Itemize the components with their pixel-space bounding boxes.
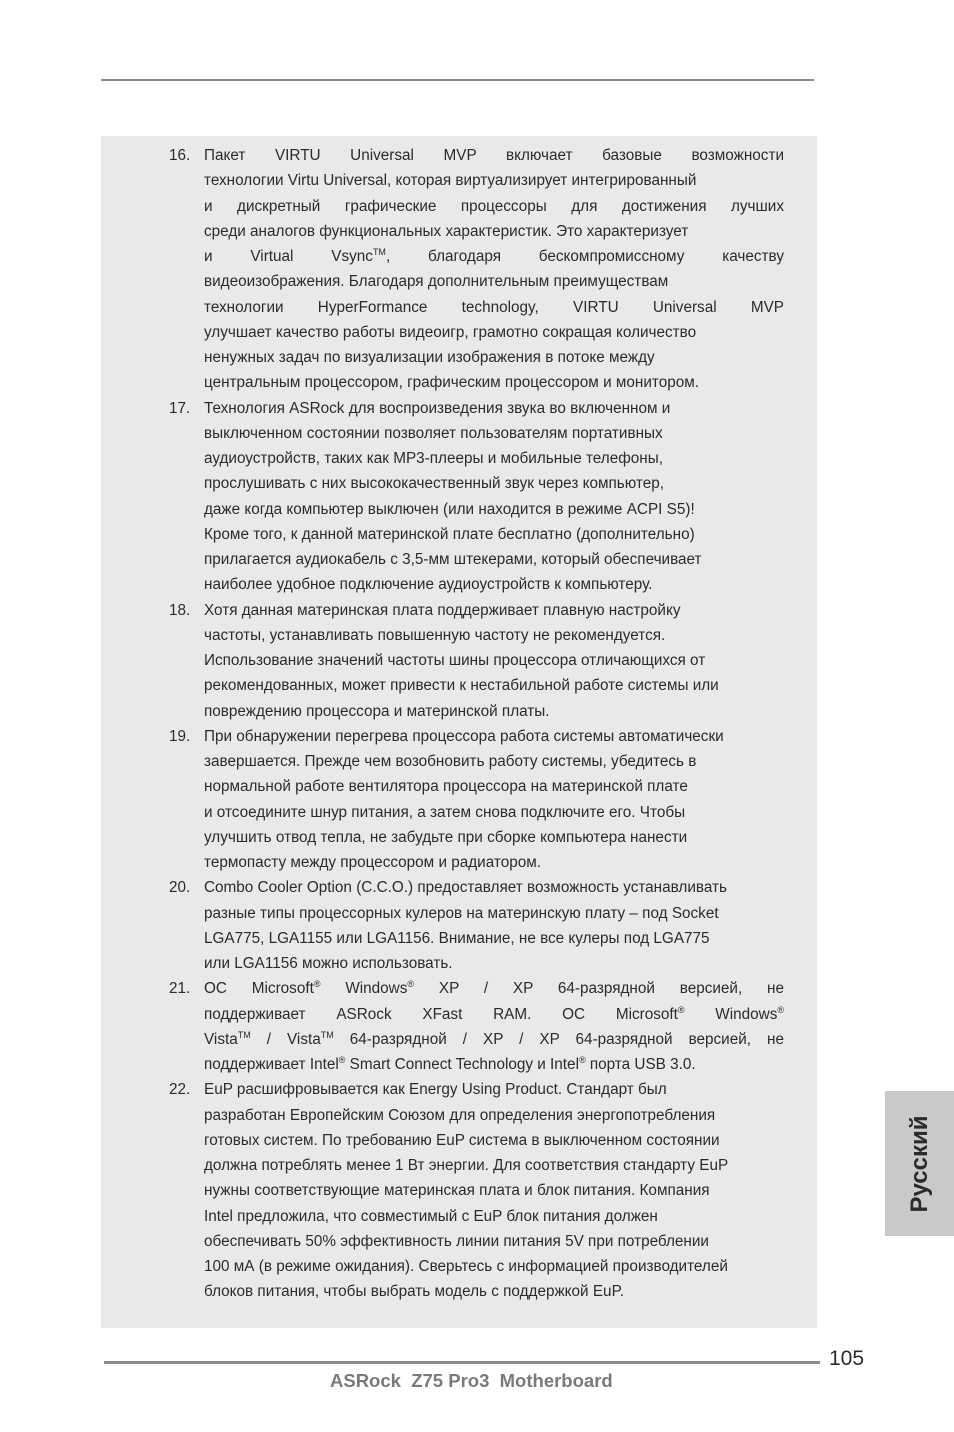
note-line: блоков питания, чтобы выбрать модель с поддержкой EuP. <box>204 1283 625 1301</box>
page-number: 105 <box>829 1347 865 1370</box>
note-line: среди аналогов функциональных характеристик. Это характеризует <box>204 222 689 240</box>
note-line: EuP расшифровывается как Energy Using Product. Стандарт был <box>204 1081 667 1099</box>
note-text <box>204 1077 784 1304</box>
note-line: поддерживает Intel® Smart Connect Technology и Intel® порта USB 3.0. <box>204 1055 696 1073</box>
note-line: Использование значений частоты шины процессора отличающихся от <box>204 652 706 669</box>
note-item <box>101 598 817 724</box>
note-item <box>101 724 817 876</box>
note-line: улучшает качество работы видеоигр, грамотно сокращая количество <box>204 323 697 341</box>
note-line: наиболее удобное подключение аудиоустройств к компьютеру. <box>204 576 653 594</box>
note-line: рекомендованных, может привести к нестабильной работе системы или <box>204 677 719 695</box>
note-item <box>101 875 817 976</box>
note-line: прослушивать с них высококачественный звук через компьютер, <box>204 475 664 493</box>
note-line: и Virtual Vsync™, благодаря бескомпромиссному качеству <box>204 247 784 265</box>
note-line: технологии Virtu Universal, которая виртуализирует интегрированный <box>204 172 697 190</box>
note-number: 22. <box>169 1081 191 1099</box>
note-line: Combo Cooler Option (C.C.O.) предоставляет возможность устанавливать <box>204 879 727 897</box>
note-line: должна потреблять менее 1 Вт энергии. Для соответствия стандарту EuP <box>204 1157 729 1174</box>
note-item <box>101 1077 817 1304</box>
note-line: и отсоедините шнур питания, а затем снова подключите его. Чтобы <box>204 803 686 821</box>
note-line: прилагается аудиокабель с 3,5-мм штекерами, который обеспечивает <box>204 551 702 568</box>
notes-panel <box>101 136 817 1328</box>
note-number: 20. <box>169 879 191 897</box>
note-text <box>204 875 784 976</box>
note-line: и дискретный графические процессоры для достижения лучших <box>204 197 784 215</box>
language-tab-label: Русский <box>905 1115 933 1212</box>
note-line: обеспечивать 50% эффективность линии питания 5V при потреблении <box>204 1232 709 1250</box>
note-line: Технология ASRock для воспроизведения звука во включенном и <box>204 399 671 417</box>
note-line: поддерживает ASRock XFast RAM. ОС Microsoft® Windows® <box>204 1004 784 1023</box>
note-line: LGA775, LGA1155 или LGA1156. Внимание, не все кулеры под LGA775 <box>204 929 710 947</box>
bottom-divider <box>104 1361 820 1364</box>
note-line: готовых систем. По требованию EuP система в выключенном состоянии <box>204 1131 720 1149</box>
notes-list <box>101 143 817 1305</box>
note-text <box>204 598 784 724</box>
note-line: При обнаружении перегрева процессора работа системы автоматически <box>204 727 724 745</box>
note-line: Пакет VIRTU Universal MVP включает базовые возможности <box>204 147 784 164</box>
note-line: нормальной работе вентилятора процессора на материнской плате <box>204 778 688 796</box>
note-number: 18. <box>169 601 191 619</box>
footer-title: ASRock Z75 Pro3 Motherboard <box>330 1370 613 1391</box>
note-line: разные типы процессорных кулеров на материнскую плату – под Socket <box>204 904 719 922</box>
note-line: Кроме того, к данной материнской плате бесплатно (дополнительно) <box>204 525 695 543</box>
note-line: Vista™ / Vista™ 64-разрядной / XP / XP 64-разрядной версией, не <box>204 1029 784 1048</box>
note-line: центральным процессором, графическим процессором и монитором. <box>204 374 700 392</box>
note-number: 19. <box>169 727 191 745</box>
note-line: Intel предложила, что совместимый с EuP блок питания должен <box>204 1207 658 1225</box>
note-line: видеоизображения. Благодаря дополнительным преимуществам <box>204 273 669 291</box>
note-item <box>101 976 817 1077</box>
language-tab <box>885 1091 954 1236</box>
top-divider <box>101 79 814 81</box>
note-line: или LGA1156 можно использовать. <box>204 955 453 972</box>
note-text <box>204 976 784 1077</box>
note-line: даже когда компьютер выключен (или находится в режиме ACPI S5)! <box>204 500 695 518</box>
note-line: завершается. Прежде чем возобновить работу системы, убедитесь в <box>204 753 697 770</box>
note-line: ОС Microsoft® Windows® XP / XP 64-разрядной версией, не <box>204 979 784 998</box>
note-line: повреждению процессора и материнской платы. <box>204 702 550 720</box>
note-number: 21. <box>169 980 191 998</box>
note-line: Хотя данная материнская плата поддерживает плавную настройку <box>204 601 681 619</box>
note-line: термопасту между процессором и радиатором. <box>204 854 542 871</box>
note-line: нужны соответствующие материнская плата и блок питания. Компания <box>204 1182 710 1200</box>
note-line: ненужных задач по визуализации изображения в потоке между <box>204 349 655 366</box>
note-text <box>204 143 784 396</box>
note-line: улучшить отвод тепла, не забудьте при сборке компьютера нанести <box>204 828 688 846</box>
note-text <box>204 396 784 598</box>
note-number: 16. <box>169 147 191 164</box>
note-number: 17. <box>169 399 191 417</box>
note-line: разработан Европейским Союзом для определения энергопотребления <box>204 1106 716 1124</box>
note-line: 100 мА (в режиме ожидания). Сверьтесь с информацией производителей <box>204 1258 728 1275</box>
note-line: аудиоустройств, таких как MP3-плееры и мобильные телефоны, <box>204 450 664 467</box>
note-text <box>204 724 784 876</box>
note-item <box>101 143 817 396</box>
note-line: частоты, устанавливать повышенную частоту не рекомендуется. <box>204 626 666 644</box>
note-item <box>101 396 817 598</box>
note-line: технологии HyperFormance technology, VIRTU Universal MVP <box>204 298 784 316</box>
note-line: выключенном состоянии позволяет пользователям портативных <box>204 424 663 442</box>
